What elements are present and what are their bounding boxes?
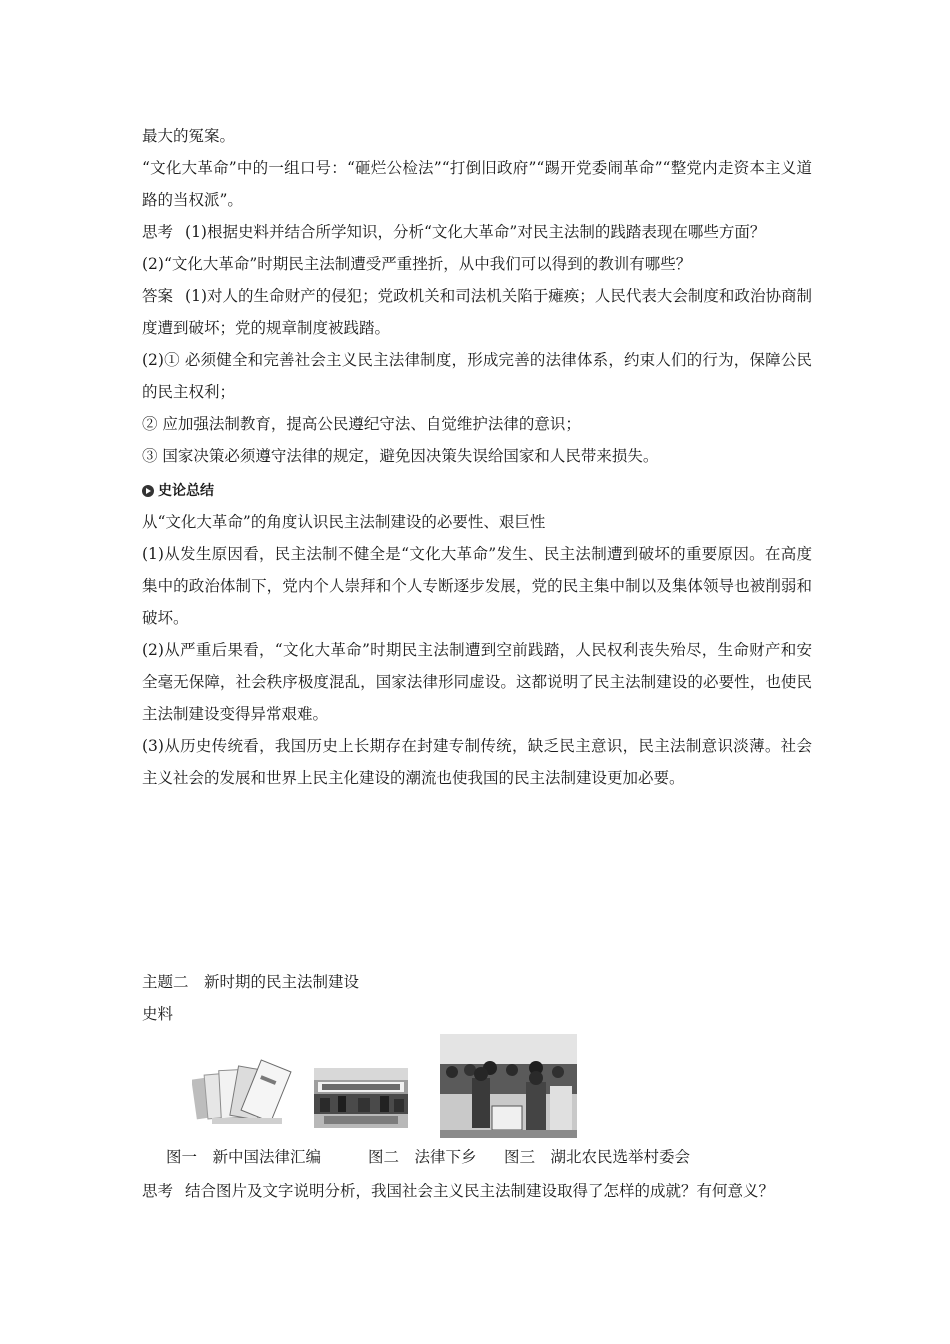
section-two (142, 966, 842, 1030)
figure-row (0, 1030, 950, 1140)
think-q1-text: (1)根据史料并结合所学知识，分析“文化大革命”对民主法制的践踏表现在哪些方面？ (185, 223, 766, 241)
answer-1-text: (1)对人的生命财产的侵犯；党政机关和司法机关陷于瘫痪；人民代表大会制度和政治协商制度遭到破坏；党的规章制度被践踏。 (142, 287, 812, 337)
think-text: 结合图片及文字说明分析，我国社会主义民主法制建设取得了怎样的成就？有何意义？ (185, 1182, 775, 1200)
summary-heading (142, 478, 812, 504)
figure-captions (166, 1142, 690, 1172)
figure-law-to-countryside-image (314, 1068, 408, 1128)
answer-label: 答案 (142, 287, 174, 305)
caption-figure-2: 图二 法律下乡 (368, 1148, 477, 1166)
answer-1 (142, 280, 812, 344)
think-question-section-two (142, 1176, 774, 1206)
caption-figure-3: 图三 湖北农民选举村委会 (504, 1148, 691, 1166)
think-label: 思考 (142, 1182, 174, 1200)
materials-label: 史料 (142, 1005, 174, 1023)
think-question-1 (142, 216, 812, 248)
caption-figure-1: 图一 新中国法律汇编 (166, 1148, 322, 1166)
summary-point-3: (3)从历史传统看，我国历史上长期存在封建专制传统，缺乏民主意识，民主法制意识淡薄。社会主义社会的发展和世界上民主化建设的潮流也使我国的民主法制建设更加必要。 (142, 737, 812, 787)
answer-2c: ③ 国家决策必须遵守法律的规定，避免因决策失误给国家和人民带来损失。 (142, 447, 659, 465)
figure-law-books-image (192, 1058, 292, 1128)
answer-2a: (2)① 必须健全和完善社会主义民主法律制度，形成完善的法律体系，约束人们的行为，保障公民的民主权利； (142, 351, 812, 401)
answer-2b: ② 应加强法制教育，提高公民遵纪守法、自觉维护法律的意识； (142, 415, 581, 433)
section-one (142, 120, 812, 794)
summary-point-1: (1)从发生原因看，民主法制不健全是“文化大革命”发生、民主法制遭到破坏的重要原因。在高度集中的政治体制下，党内个人崇拜和个人专断逐步发展，党的民主集中制以及集体领导也被削弱和破坏。 (142, 545, 812, 627)
text-line: “文化大革命”中的一组口号：“砸烂公检法”“打倒旧政府”“踢开党委闹革命”“整党内走资本主义道路的当权派”。 (142, 159, 812, 209)
section-two-title: 主题二 新时期的民主法制建设 (142, 973, 360, 991)
summary-intro: 从“文化大革命”的角度认识民主法制建设的必要性、艰巨性 (142, 513, 546, 531)
summary-heading-text: 史论总结 (158, 483, 214, 499)
play-circle-icon (142, 485, 154, 497)
think-label: 思考 (142, 223, 174, 241)
figure-village-election-image (440, 1034, 577, 1138)
text-line: 最大的冤案。 (142, 127, 236, 145)
think-question-2: (2)“文化大革命”时期民主法制遭受严重挫折，从中我们可以得到的教训有哪些？ (142, 255, 692, 273)
summary-point-2: (2)从严重后果看，“文化大革命”时期民主法制遭到空前践踏，人民权利丧失殆尽，生命财产和安全毫无保障，社会秩序极度混乱，国家法律形同虚设。这都说明了民主法制建设的必要性，也使民主法制建设变得异常艰难。 (142, 641, 812, 723)
